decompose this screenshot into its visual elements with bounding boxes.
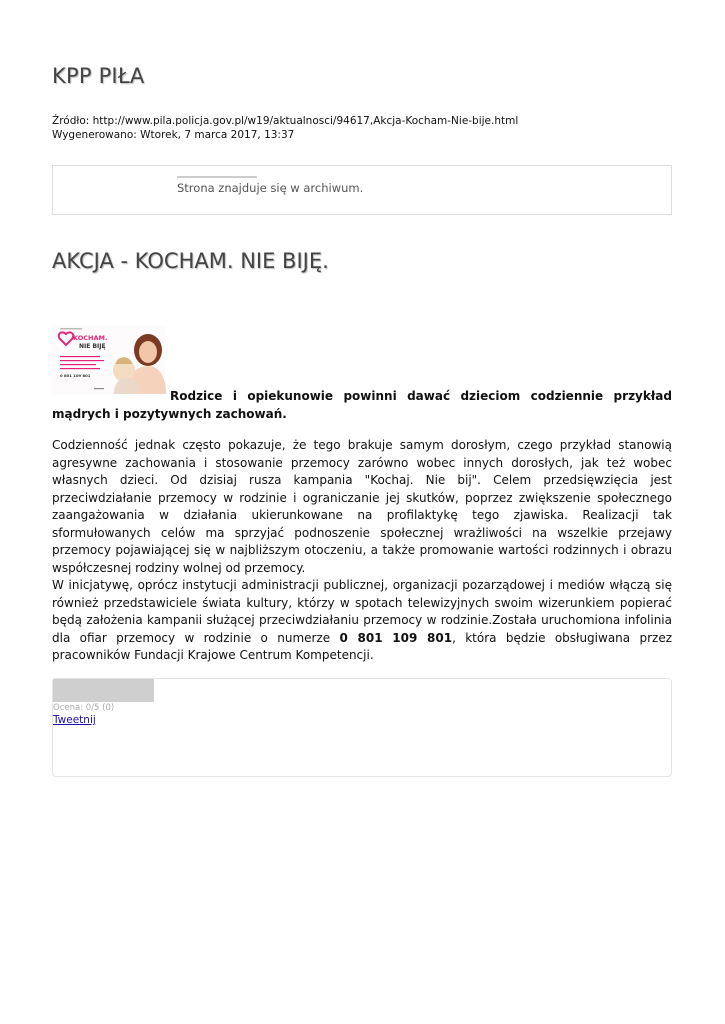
- article-body: [52, 326, 672, 665]
- hotline-number: 0 801 109 801: [339, 630, 453, 645]
- campaign-image: [52, 326, 166, 394]
- site-title: KPP PIŁA: [52, 64, 145, 88]
- tweet-link[interactable]: Tweetnij: [53, 714, 96, 726]
- archive-divider: [177, 176, 257, 178]
- logo-phone: 0 801 109 801: [60, 373, 91, 378]
- campaign-image-graphic: [52, 326, 166, 394]
- archive-notice: [52, 165, 672, 215]
- article-paragraph-1: Codzienność jednak często pokazuje, że tego brakuje samym dorosłym, czego przykład stanowią agresywne zachowania i stosowanie przemocy zarówno wobec innych dorosłych, jak też wobec własnych dzieci. Od dzisiaj rusza kampania "Kochaj. Nie bij". Celem przedsięwzięcia jest przeciwdziałanie przemocy w rodzinie i ograniczanie jej skutków, poprzez zwiększenie społecznego zaangażowania w działania ukierunkowane na profilaktykę tego zjawiska. Realizacji tak sformułowanych celów ma sprzyjać podnoszenie społecznej wrażliwości na wszelkie przejawy przemocy pojawiającej się w najbliższym otoczeniu, a także promowanie wartości rodzinnych i obrazu współczesnej rodziny wolnej od przemocy.: [52, 438, 672, 575]
- logo-line-1: KOCHAM.: [73, 334, 108, 342]
- rating-stars[interactable]: [53, 679, 154, 702]
- rating-text: Ocena: 0/5 (0): [53, 703, 115, 713]
- paragraph-2-text: W inicjatywę, oprócz instytucji administracji publicznej, organizacji pozarządowej i mediów włączą się również przedstawiciele świata kultury, którzy w spotach telewizyjnych swoim wizerunkiem popierać będą założenia kampanii służącej przeciwdziałaniu przemocy w rodzinie.Została uruchomiona infolinia dla ofiar przemocy w rodzinie o numerze: [52, 578, 672, 645]
- article-lead: Rodzice i opiekunowie powinni dawać dzieciom codziennie przykład mądrych i pozytywnych zachowań.: [52, 389, 672, 421]
- paragraph-2-text-end: , która będzie obsługiwana przez pracowników Fundacji Krajowe Centrum Kompetencji.: [52, 630, 673, 662]
- source-url: Źródło: http://www.pila.policja.gov.pl/w19/aktualnosci/94617,Akcja-Kocham-Nie-bije.html: [52, 115, 519, 127]
- article-title: AKCJA - KOCHAM. NIE BIJĘ.: [52, 249, 329, 273]
- archive-notice-text: Strona znajduje się w archiwum.: [177, 181, 364, 195]
- generated-date: Wygenerowano: Wtorek, 7 marca 2017, 13:37: [52, 129, 295, 141]
- document-meta: [52, 114, 518, 142]
- article-paragraph-2: [52, 577, 672, 665]
- rating-panel: [52, 678, 672, 777]
- logo-line-2: NIE BIJĘ: [79, 343, 106, 350]
